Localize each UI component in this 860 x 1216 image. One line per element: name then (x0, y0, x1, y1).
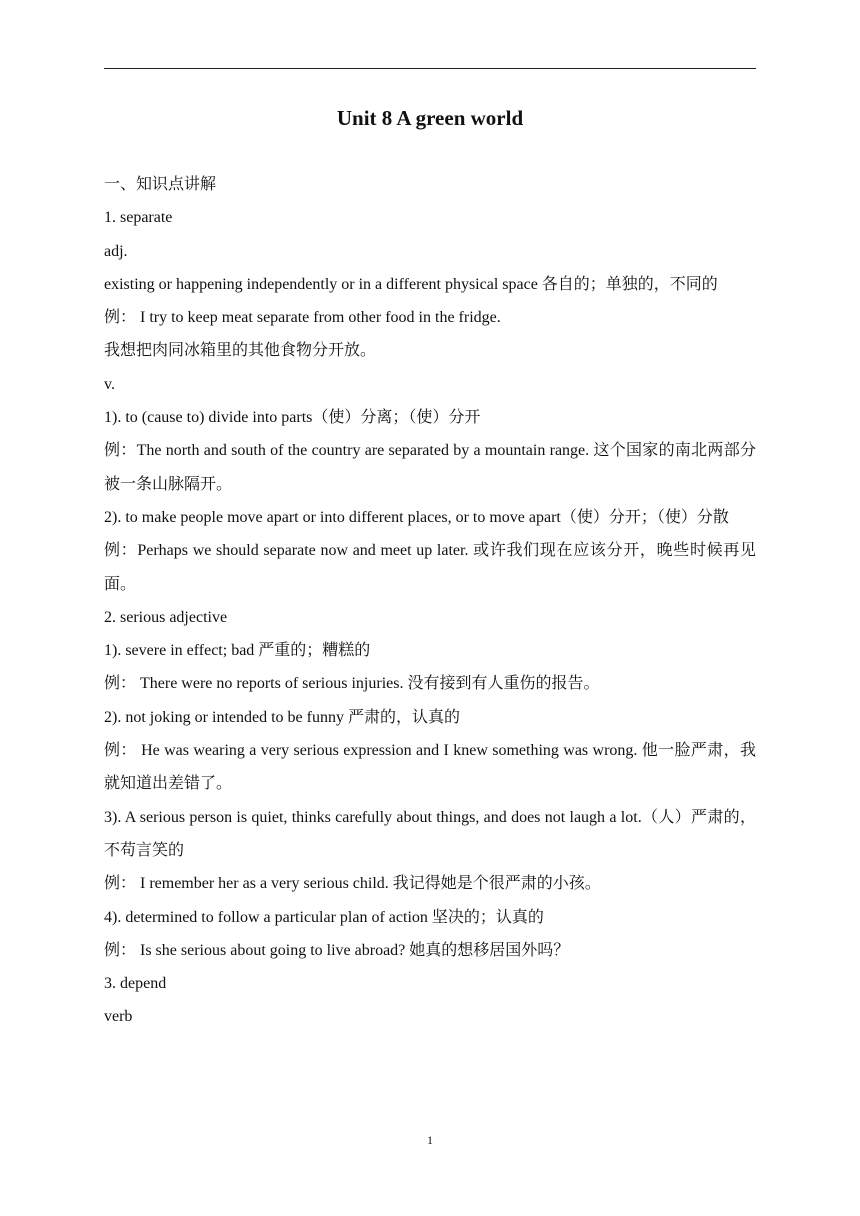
definition: 1). to (cause to) divide into parts（使）分离；（使）分开 (104, 409, 481, 427)
section-heading: 一、知识点讲解 (104, 176, 217, 193)
example-sentence: 例： He was wearing a very serious expression and I knew something was wrong. 他一脸严肃，我就知道出差错了。 (104, 742, 756, 793)
example-sentence: 例： I try to keep meat separate from other food in the fridge. (104, 309, 501, 327)
example-sentence: 例：Perhaps we should separate now and meet up later. 或许我们现在应该分开，晚些时候再见面。 (104, 542, 756, 593)
example-sentence: 例：The north and south of the country are separated by a mountain range. 这个国家的南北两部分被一条山脉隔开。 (104, 442, 756, 493)
example-translation: 我想把肉同冰箱里的其他食物分开放。 (104, 342, 377, 360)
page-number: 1 (427, 1133, 433, 1147)
header-rule (104, 68, 756, 69)
entry-heading-depend: 3. depend (104, 975, 167, 993)
document-body (104, 168, 756, 1034)
definition: 2). not joking or intended to be funny 严肃的，认真的 (104, 708, 460, 726)
part-of-speech: adj. (104, 242, 128, 260)
example-sentence: 例： I remember her as a very serious child. 我记得她是个很严肃的小孩。 (104, 875, 601, 893)
definition: 4). determined to follow a particular plan of action 坚决的；认真的 (104, 908, 544, 926)
document-title: Unit 8 A green world (336, 106, 524, 130)
entry-heading-serious: 2. serious adjective (104, 608, 228, 626)
definition: 1). severe in effect; bad 严重的；糟糕的 (104, 642, 371, 660)
part-of-speech: v. (104, 375, 115, 393)
entry-heading-separate: 1. separate (104, 209, 173, 227)
definition: 3). A serious person is quiet, thinks carefully about things, and does not laugh a lot.（人）严肃的，不苟言笑的 (104, 808, 756, 859)
definition: existing or happening independently or in a different physical space 各自的；单独的，不同的 (104, 275, 718, 293)
example-sentence: 例： Is she serious about going to live abroad? 她真的想移居国外吗？ (104, 941, 570, 959)
part-of-speech: verb (104, 1008, 133, 1026)
example-sentence: 例： There were no reports of serious injuries. 没有接到有人重伤的报告。 (104, 675, 600, 693)
definition: 2). to make people move apart or into different places, or to move apart（使）分开；（使）分散 (104, 508, 729, 526)
